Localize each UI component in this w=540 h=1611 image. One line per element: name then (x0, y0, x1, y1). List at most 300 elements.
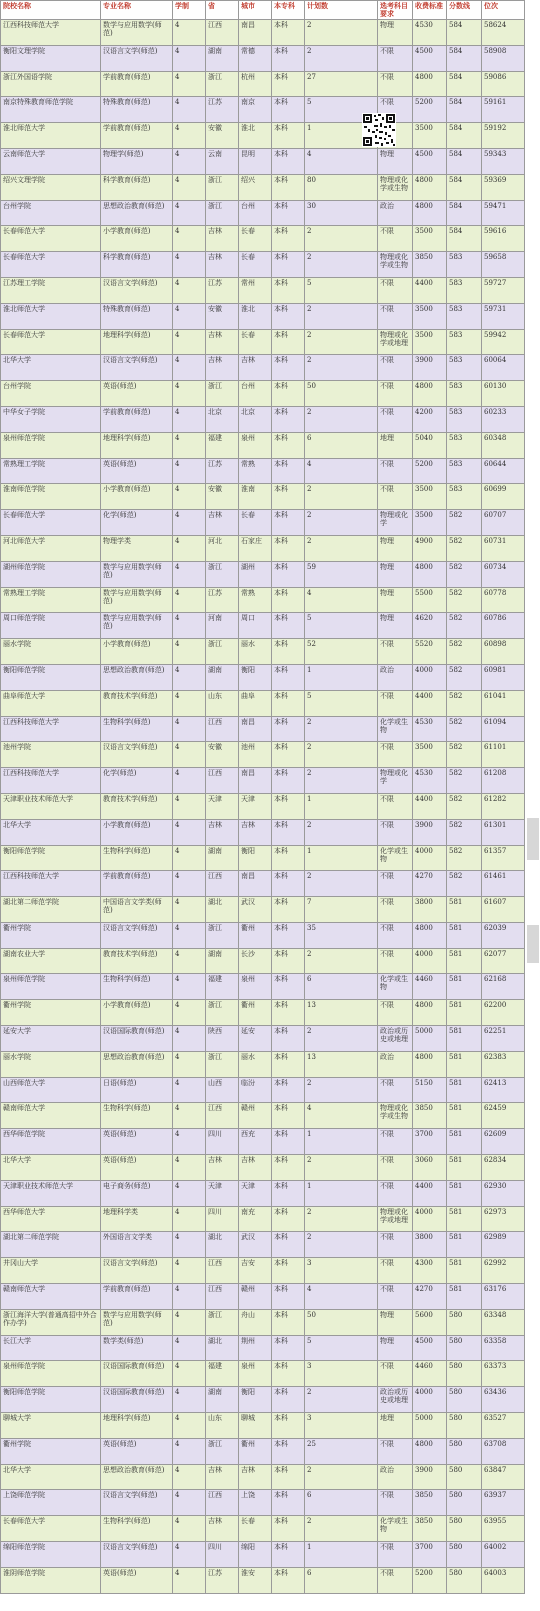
cell-subject-requirement: 物理或化学或生物 (378, 174, 413, 200)
cell-city: 周口 (239, 613, 272, 639)
cell-major: 汉语国际教育(师范) (101, 1026, 173, 1052)
cell-years: 4 (173, 1361, 206, 1387)
cell-years: 4 (173, 1284, 206, 1310)
cell-score-line: 581 (447, 1284, 482, 1310)
qr-code-icon (362, 113, 396, 147)
cell-score-line: 583 (447, 252, 482, 278)
cell-city: 泉州 (239, 974, 272, 1000)
table-row (1, 45, 525, 71)
cell-major: 汉语言文学(师范) (101, 1258, 173, 1284)
cell-level: 本科 (272, 1103, 305, 1129)
cell-province: 江西 (206, 1103, 239, 1129)
cell-major: 数学与应用数学(师范) (101, 1309, 173, 1335)
cell-score-line: 581 (447, 1000, 482, 1026)
table-row (1, 1284, 525, 1310)
cell-province: 浙江 (206, 922, 239, 948)
table-row (1, 716, 525, 742)
cell-province: 湖南 (206, 845, 239, 871)
table-row (1, 613, 525, 639)
cell-tuition: 5150 (413, 1077, 447, 1103)
cell-years: 4 (173, 1155, 206, 1181)
cell-tuition: 4900 (413, 535, 447, 561)
cell-years: 4 (173, 97, 206, 123)
cell-years: 4 (173, 897, 206, 923)
cell-subject-requirement: 政治或历史或地理 (378, 1026, 413, 1052)
cell-city: 池州 (239, 742, 272, 768)
table-row (1, 123, 525, 149)
cell-major: 思想政治教育(师范) (101, 1464, 173, 1490)
cell-school: 天津职业技术师范大学 (1, 793, 101, 819)
cell-rank: 61208 (482, 768, 525, 794)
cell-plan-count: 4 (305, 1284, 378, 1310)
cell-rank: 63847 (482, 1464, 525, 1490)
cell-tuition: 5600 (413, 1309, 447, 1335)
cell-years: 4 (173, 1387, 206, 1413)
cell-tuition: 3060 (413, 1155, 447, 1181)
cell-tuition: 3500 (413, 742, 447, 768)
cell-province: 浙江 (206, 561, 239, 587)
cell-plan-count: 2 (305, 819, 378, 845)
cell-major: 学前教育(师范) (101, 1284, 173, 1310)
table-row (1, 587, 525, 613)
cell-city: 常德 (239, 45, 272, 71)
cell-tuition: 4800 (413, 561, 447, 587)
cell-rank: 61461 (482, 871, 525, 897)
cell-rank: 64002 (482, 1542, 525, 1568)
cell-school: 曲阜师范大学 (1, 690, 101, 716)
table-row (1, 1516, 525, 1542)
cell-years: 4 (173, 587, 206, 613)
cell-score-line: 582 (447, 561, 482, 587)
cell-plan-count: 2 (305, 1387, 378, 1413)
cell-level: 本科 (272, 20, 305, 46)
cell-school: 长春师范大学 (1, 510, 101, 536)
cell-score-line: 581 (447, 974, 482, 1000)
cell-level: 本科 (272, 406, 305, 432)
cell-city: 长沙 (239, 948, 272, 974)
cell-city: 常熟 (239, 587, 272, 613)
cell-subject-requirement: 不限 (378, 1490, 413, 1516)
table-row (1, 71, 525, 97)
cell-city: 吉林 (239, 355, 272, 381)
cell-school: 衢州学院 (1, 1438, 101, 1464)
cell-level: 本科 (272, 768, 305, 794)
cell-level: 本科 (272, 1309, 305, 1335)
cell-years: 4 (173, 664, 206, 690)
cell-major: 汉语言文学(师范) (101, 277, 173, 303)
header-plan-count: 计划数 (305, 1, 378, 20)
cell-major: 思想政治教育(师范) (101, 200, 173, 226)
cell-city: 衢州 (239, 922, 272, 948)
cell-rank: 60898 (482, 639, 525, 665)
cell-score-line: 582 (447, 871, 482, 897)
cell-years: 4 (173, 1026, 206, 1052)
table-row (1, 277, 525, 303)
header-subject-requirement: 选考科目要求 (378, 1, 413, 20)
cell-score-line: 582 (447, 510, 482, 536)
cell-plan-count: 5 (305, 613, 378, 639)
cell-city: 台州 (239, 381, 272, 407)
cell-city: 天津 (239, 1180, 272, 1206)
cell-major: 学前教育(师范) (101, 71, 173, 97)
cell-level: 本科 (272, 226, 305, 252)
cell-school: 北华大学 (1, 355, 101, 381)
cell-score-line: 582 (447, 613, 482, 639)
cell-city: 西充 (239, 1129, 272, 1155)
cell-major: 英语(师范) (101, 458, 173, 484)
cell-years: 4 (173, 793, 206, 819)
cell-level: 本科 (272, 71, 305, 97)
cell-tuition: 5200 (413, 97, 447, 123)
cell-rank: 62413 (482, 1077, 525, 1103)
cell-tuition: 4800 (413, 200, 447, 226)
cell-school: 江西科技师范大学 (1, 20, 101, 46)
cell-level: 本科 (272, 1232, 305, 1258)
cell-school: 西华师范学院 (1, 1129, 101, 1155)
table-row (1, 1387, 525, 1413)
cell-score-line: 581 (447, 1258, 482, 1284)
cell-level: 本科 (272, 1413, 305, 1439)
cell-level: 本科 (272, 716, 305, 742)
cell-city: 临汾 (239, 1077, 272, 1103)
cell-score-line: 584 (447, 97, 482, 123)
table-row (1, 819, 525, 845)
cell-province: 福建 (206, 432, 239, 458)
cell-years: 4 (173, 1413, 206, 1439)
cell-score-line: 581 (447, 1232, 482, 1258)
cell-school: 衡阳师范学院 (1, 664, 101, 690)
cell-subject-requirement: 地理 (378, 1413, 413, 1439)
cell-city: 赣州 (239, 1284, 272, 1310)
cell-years: 4 (173, 1232, 206, 1258)
cell-tuition: 4400 (413, 690, 447, 716)
cell-years: 4 (173, 71, 206, 97)
cell-major: 英语(师范) (101, 1438, 173, 1464)
cell-province: 吉林 (206, 1516, 239, 1542)
scroll-marker-secondary[interactable] (527, 925, 539, 963)
cell-city: 长春 (239, 1516, 272, 1542)
cell-major: 数学类(师范) (101, 1335, 173, 1361)
cell-school: 聊城大学 (1, 1413, 101, 1439)
cell-plan-count: 50 (305, 381, 378, 407)
cell-school: 井冈山大学 (1, 1258, 101, 1284)
cell-province: 山东 (206, 690, 239, 716)
cell-tuition: 3500 (413, 226, 447, 252)
cell-rank: 60707 (482, 510, 525, 536)
cell-plan-count: 4 (305, 458, 378, 484)
header-major: 专业名称 (101, 1, 173, 20)
cell-plan-count: 1 (305, 793, 378, 819)
cell-school: 北华大学 (1, 1155, 101, 1181)
cell-rank: 62834 (482, 1155, 525, 1181)
cell-province: 江西 (206, 871, 239, 897)
cell-city: 长春 (239, 226, 272, 252)
table-row (1, 1309, 525, 1335)
cell-score-line: 582 (447, 664, 482, 690)
cell-city: 舟山 (239, 1309, 272, 1335)
cell-plan-count: 13 (305, 1000, 378, 1026)
cell-school: 赣南师范大学 (1, 1103, 101, 1129)
cell-plan-count: 1 (305, 123, 378, 149)
cell-score-line: 583 (447, 303, 482, 329)
table-row (1, 1077, 525, 1103)
cell-city: 淮北 (239, 123, 272, 149)
cell-city: 天津 (239, 793, 272, 819)
cell-years: 4 (173, 1129, 206, 1155)
cell-city: 武汉 (239, 1232, 272, 1258)
cell-tuition: 3500 (413, 303, 447, 329)
cell-major: 汉语言文学(师范) (101, 742, 173, 768)
cell-province: 四川 (206, 1129, 239, 1155)
cell-subject-requirement: 地理 (378, 432, 413, 458)
cell-plan-count: 6 (305, 974, 378, 1000)
table-row (1, 1180, 525, 1206)
cell-plan-count: 1 (305, 1542, 378, 1568)
cell-level: 本科 (272, 690, 305, 716)
scroll-marker[interactable] (527, 818, 539, 860)
cell-tuition: 4800 (413, 1438, 447, 1464)
cell-city: 长春 (239, 510, 272, 536)
cell-major: 英语(师范) (101, 1129, 173, 1155)
cell-level: 本科 (272, 664, 305, 690)
cell-province: 江西 (206, 1490, 239, 1516)
cell-years: 4 (173, 252, 206, 278)
cell-rank: 61301 (482, 819, 525, 845)
cell-tuition: 4800 (413, 174, 447, 200)
cell-score-line: 580 (447, 1335, 482, 1361)
cell-major: 数学与应用数学(师范) (101, 561, 173, 587)
cell-province: 吉林 (206, 226, 239, 252)
cell-province: 浙江 (206, 639, 239, 665)
cell-subject-requirement: 物理 (378, 561, 413, 587)
cell-years: 4 (173, 1516, 206, 1542)
cell-province: 浙江 (206, 381, 239, 407)
cell-province: 福建 (206, 974, 239, 1000)
cell-rank: 60644 (482, 458, 525, 484)
cell-rank: 61094 (482, 716, 525, 742)
table-row (1, 1155, 525, 1181)
cell-rank: 60130 (482, 381, 525, 407)
cell-major: 汉语言文学(师范) (101, 1490, 173, 1516)
cell-city: 长春 (239, 329, 272, 355)
cell-subject-requirement: 不限 (378, 277, 413, 303)
cell-years: 4 (173, 381, 206, 407)
cell-score-line: 581 (447, 1051, 482, 1077)
cell-province: 浙江 (206, 71, 239, 97)
cell-tuition: 4530 (413, 20, 447, 46)
cell-school: 江西科技师范大学 (1, 716, 101, 742)
cell-school: 云南师范大学 (1, 148, 101, 174)
table-row (1, 742, 525, 768)
cell-level: 本科 (272, 845, 305, 871)
cell-rank: 58624 (482, 20, 525, 46)
cell-school: 衢州学院 (1, 1000, 101, 1026)
cell-years: 4 (173, 768, 206, 794)
table-row (1, 1335, 525, 1361)
cell-subject-requirement: 不限 (378, 1129, 413, 1155)
table-row (1, 252, 525, 278)
cell-tuition: 5200 (413, 458, 447, 484)
cell-tuition: 3850 (413, 1516, 447, 1542)
cell-subject-requirement: 不限 (378, 1000, 413, 1026)
cell-plan-count: 1 (305, 664, 378, 690)
cell-province: 安徽 (206, 484, 239, 510)
cell-score-line: 584 (447, 45, 482, 71)
cell-subject-requirement: 物理或化学或生物 (378, 252, 413, 278)
cell-years: 4 (173, 1464, 206, 1490)
cell-subject-requirement: 不限 (378, 484, 413, 510)
cell-level: 本科 (272, 1490, 305, 1516)
cell-tuition: 4400 (413, 1180, 447, 1206)
cell-rank: 62973 (482, 1206, 525, 1232)
cell-rank: 61607 (482, 897, 525, 923)
cell-school: 山西师范大学 (1, 1077, 101, 1103)
cell-province: 江西 (206, 20, 239, 46)
cell-level: 本科 (272, 1464, 305, 1490)
table-row (1, 458, 525, 484)
cell-province: 陕西 (206, 1026, 239, 1052)
cell-rank: 63436 (482, 1387, 525, 1413)
cell-plan-count: 6 (305, 432, 378, 458)
cell-subject-requirement: 物理 (378, 1335, 413, 1361)
cell-score-line: 582 (447, 639, 482, 665)
cell-school: 衡阳文理学院 (1, 45, 101, 71)
table-row (1, 1438, 525, 1464)
cell-level: 本科 (272, 793, 305, 819)
cell-subject-requirement: 不限 (378, 303, 413, 329)
cell-years: 4 (173, 45, 206, 71)
table-row (1, 664, 525, 690)
cell-subject-requirement: 不限 (378, 690, 413, 716)
cell-plan-count: 3 (305, 1413, 378, 1439)
cell-subject-requirement: 物理 (378, 535, 413, 561)
cell-province: 江苏 (206, 458, 239, 484)
cell-score-line: 583 (447, 329, 482, 355)
cell-province: 四川 (206, 1206, 239, 1232)
table-row (1, 768, 525, 794)
cell-city: 上饶 (239, 1490, 272, 1516)
cell-level: 本科 (272, 45, 305, 71)
cell-plan-count: 4 (305, 148, 378, 174)
cell-plan-count: 59 (305, 561, 378, 587)
cell-school: 河北师范大学 (1, 535, 101, 561)
cell-years: 4 (173, 561, 206, 587)
cell-school: 淮北师范大学 (1, 303, 101, 329)
table-row (1, 1258, 525, 1284)
cell-level: 本科 (272, 613, 305, 639)
cell-level: 本科 (272, 1387, 305, 1413)
cell-score-line: 582 (447, 819, 482, 845)
cell-level: 本科 (272, 303, 305, 329)
cell-level: 本科 (272, 535, 305, 561)
cell-rank: 63955 (482, 1516, 525, 1542)
table-row (1, 1542, 525, 1568)
cell-score-line: 580 (447, 1516, 482, 1542)
cell-province: 江苏 (206, 587, 239, 613)
cell-province: 湖南 (206, 45, 239, 71)
cell-city: 南昌 (239, 716, 272, 742)
table-row (1, 897, 525, 923)
cell-years: 4 (173, 613, 206, 639)
cell-years: 4 (173, 510, 206, 536)
cell-tuition: 3850 (413, 1490, 447, 1516)
cell-score-line: 582 (447, 716, 482, 742)
table-row (1, 1103, 525, 1129)
cell-province: 河南 (206, 613, 239, 639)
cell-school: 延安大学 (1, 1026, 101, 1052)
cell-school: 泉州师范学院 (1, 1361, 101, 1387)
cell-province: 安徽 (206, 123, 239, 149)
cell-major: 英语(师范) (101, 381, 173, 407)
cell-rank: 60778 (482, 587, 525, 613)
cell-city: 吉林 (239, 1464, 272, 1490)
cell-city: 南昌 (239, 20, 272, 46)
cell-score-line: 584 (447, 148, 482, 174)
cell-rank: 60233 (482, 406, 525, 432)
cell-level: 本科 (272, 1129, 305, 1155)
cell-city: 衡阳 (239, 845, 272, 871)
cell-subject-requirement: 物理 (378, 148, 413, 174)
cell-level: 本科 (272, 200, 305, 226)
cell-score-line: 580 (447, 1464, 482, 1490)
cell-rank: 63373 (482, 1361, 525, 1387)
cell-level: 本科 (272, 819, 305, 845)
cell-city: 南京 (239, 97, 272, 123)
cell-rank: 62251 (482, 1026, 525, 1052)
cell-score-line: 580 (447, 1438, 482, 1464)
cell-province: 吉林 (206, 1464, 239, 1490)
cell-subject-requirement: 不限 (378, 1567, 413, 1593)
cell-city: 淮安 (239, 1567, 272, 1593)
cell-school: 江苏理工学院 (1, 277, 101, 303)
cell-level: 本科 (272, 742, 305, 768)
cell-school: 绍兴文理学院 (1, 174, 101, 200)
header-years: 学制 (173, 1, 206, 20)
cell-province: 浙江 (206, 1000, 239, 1026)
cell-rank: 60786 (482, 613, 525, 639)
cell-plan-count: 13 (305, 1051, 378, 1077)
cell-province: 吉林 (206, 819, 239, 845)
cell-years: 4 (173, 716, 206, 742)
cell-subject-requirement: 不限 (378, 1284, 413, 1310)
cell-school: 长春师范大学 (1, 1516, 101, 1542)
cell-province: 江西 (206, 1258, 239, 1284)
cell-major: 特殊教育(师范) (101, 303, 173, 329)
cell-city: 衡阳 (239, 1387, 272, 1413)
cell-score-line: 583 (447, 277, 482, 303)
cell-score-line: 581 (447, 1180, 482, 1206)
cell-tuition: 4800 (413, 1051, 447, 1077)
cell-tuition: 4400 (413, 277, 447, 303)
cell-score-line: 580 (447, 1309, 482, 1335)
cell-plan-count: 5 (305, 1335, 378, 1361)
cell-major: 小学教育(师范) (101, 639, 173, 665)
cell-score-line: 584 (447, 226, 482, 252)
cell-major: 汉语言文学(师范) (101, 45, 173, 71)
cell-level: 本科 (272, 329, 305, 355)
table-row (1, 406, 525, 432)
cell-subject-requirement: 物理 (378, 1309, 413, 1335)
cell-tuition: 4000 (413, 845, 447, 871)
cell-city: 杭州 (239, 71, 272, 97)
cell-major: 地理科学类 (101, 1206, 173, 1232)
cell-level: 本科 (272, 97, 305, 123)
cell-years: 4 (173, 535, 206, 561)
cell-level: 本科 (272, 1361, 305, 1387)
cell-school: 北华大学 (1, 1464, 101, 1490)
cell-level: 本科 (272, 1026, 305, 1052)
cell-city: 衢州 (239, 1438, 272, 1464)
